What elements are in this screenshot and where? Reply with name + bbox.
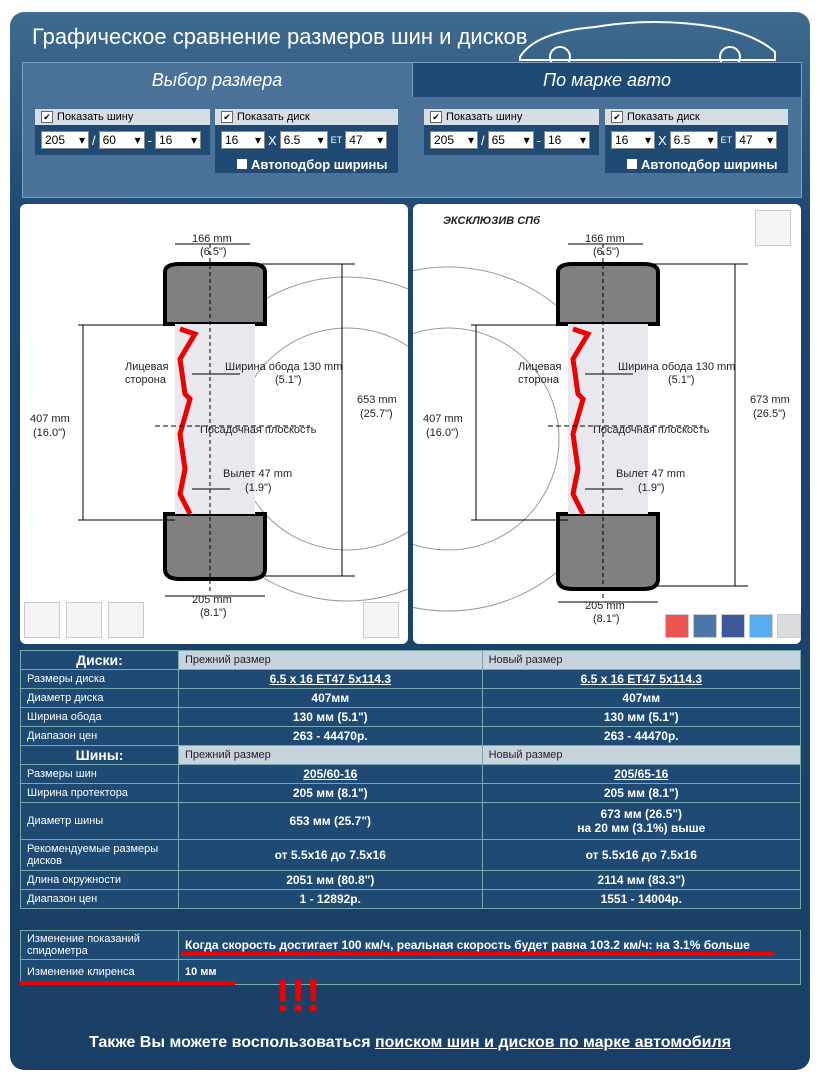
x-label: X: [268, 132, 277, 148]
cell: 653 мм (25.7"): [179, 803, 483, 840]
label-offset: Вылет 47 mm: [616, 468, 686, 480]
row-label: Ширина протектора: [21, 784, 179, 803]
label-rim-width-in: (5.1"): [275, 374, 302, 386]
row-label: Ширина обода: [21, 708, 179, 727]
cell: на 20 мм (3.1%) выше: [577, 821, 706, 835]
disk-size-link[interactable]: 6.5 x 16 ET47 5x114.3: [269, 672, 391, 686]
label-disk-diameter-in: (16.0"): [33, 427, 66, 439]
camera-icon[interactable]: [755, 210, 791, 246]
label-front2: сторона: [518, 374, 559, 386]
cell: 130 мм (5.1"): [179, 708, 483, 727]
label-tire-width: 205 mm: [585, 600, 625, 612]
label-front: Лицевая: [125, 361, 169, 373]
label-front: Лицевая: [518, 361, 562, 373]
left-tire-control: [35, 109, 210, 155]
prev-header: Прежний размер: [179, 746, 483, 765]
show-tire-checkbox[interactable]: ✔: [41, 111, 53, 123]
size-selection-panel: [22, 62, 802, 198]
show-tire-label: Показать шину: [57, 111, 134, 123]
tab-by-car-brand[interactable]: По марке авто: [412, 63, 801, 97]
footer-text: Также Вы можете воспользоваться: [89, 1034, 375, 1051]
label-width-top: 166 mm: [192, 233, 232, 245]
disk-diameter-select-right[interactable]: 16 ▾: [611, 131, 655, 149]
tire-diameter-select[interactable]: 16 ▾: [155, 131, 201, 149]
red-underline-clearance: [20, 981, 235, 985]
label-tire-width: 205 mm: [192, 594, 232, 606]
tire-diameter-select-right[interactable]: 16 ▾: [544, 131, 590, 149]
tire-width-select[interactable]: 205 ▾: [41, 131, 89, 149]
et-label-right: ET: [720, 135, 733, 145]
cell: 263 - 44470р.: [179, 727, 483, 746]
new-header: Новый размер: [482, 746, 800, 765]
cell: 130 мм (5.1"): [482, 708, 800, 727]
cell: 1 - 12892р.: [179, 890, 483, 909]
cell: 2051 мм (80.8"): [179, 871, 483, 890]
livejournal-icon[interactable]: [777, 614, 801, 638]
label-tire-diameter-in: (26.5"): [753, 408, 786, 420]
cell: 407мм: [482, 689, 800, 708]
row-label: Рекомендуемые размеры дисков: [21, 840, 179, 871]
disk-width-select[interactable]: 6.5 ▾: [280, 131, 328, 149]
tire-profile-select-right[interactable]: 65 ▾: [488, 131, 534, 149]
auto-width-checkbox[interactable]: [237, 159, 247, 169]
red-underline-speedo: [182, 952, 774, 956]
footer: [0, 1034, 820, 1052]
label-rim-width: Ширина обода 130 mm: [225, 361, 343, 373]
right-tire-control: [424, 109, 599, 155]
tire-profile-select[interactable]: 60 ▾: [99, 131, 145, 149]
cell: 407мм: [179, 689, 483, 708]
label-disk-diameter: 407 mm: [423, 413, 463, 425]
cell: 2114 мм (83.3"): [482, 871, 800, 890]
cell: 205 мм (8.1"): [482, 784, 800, 803]
3d-view-icon[interactable]: [363, 602, 399, 638]
cell: 263 - 44470р.: [482, 727, 800, 746]
et-label: ET: [330, 135, 343, 145]
right-tire-diagram: [413, 204, 801, 644]
cell: 1551 - 14004р.: [482, 890, 800, 909]
label-offset: Вылет 47 mm: [223, 468, 293, 480]
label-disk-diameter: 407 mm: [30, 413, 70, 425]
page-title: Графическое сравнение размеров шин и дисков: [32, 24, 528, 49]
row-label: Диаметр шины: [21, 803, 179, 840]
cell: 205 мм (8.1"): [179, 784, 483, 803]
show-disk-checkbox-right[interactable]: ✔: [611, 111, 623, 123]
clearance-value: 10 мм: [179, 960, 801, 985]
logo-text: ЭКСКЛЮЗИВ СПб: [443, 215, 540, 227]
comparison-table: [20, 650, 801, 909]
row-label: Размеры диска: [21, 670, 179, 689]
x-label-right: X: [658, 132, 667, 148]
show-tire-label-right: Показать шину: [446, 111, 523, 123]
facebook-icon[interactable]: [721, 614, 745, 638]
label-tire-width-in: (8.1"): [200, 607, 227, 619]
label-tire-diameter-in: (25.7"): [360, 408, 393, 420]
disk-et-select-right[interactable]: 47 ▾: [735, 131, 777, 149]
label-disk-diameter-in: (16.0"): [426, 427, 459, 439]
slash-separator-right: /: [481, 132, 485, 148]
tire-section-icon[interactable]: [24, 602, 60, 638]
disks-section: Диски:: [21, 651, 179, 670]
row-label: Диапазон цен: [21, 727, 179, 746]
cell: 673 мм (26.5"): [600, 807, 683, 821]
twitter-icon[interactable]: [749, 614, 773, 638]
label-offset-in: (1.9"): [245, 482, 272, 494]
auto-width-label: Автоподбор ширины: [251, 156, 388, 172]
label-tire-width-in: (8.1"): [593, 613, 620, 625]
tire-width-select-right[interactable]: 205 ▾: [430, 131, 478, 149]
show-disk-checkbox[interactable]: ✔: [221, 111, 233, 123]
disk-size-link[interactable]: 6.5 x 16 ET47 5x114.3: [580, 672, 702, 686]
label-width-top-in: (6.5"): [200, 246, 227, 258]
label-seat: Посадочная плоскость: [593, 424, 710, 436]
disk-width-select-right[interactable]: 6.5 ▾: [670, 131, 718, 149]
row-label: Диаметр диска: [21, 689, 179, 708]
show-tire-checkbox-right[interactable]: ✔: [430, 111, 442, 123]
slash-separator: /: [92, 132, 96, 148]
label-rim-width: Ширина обода 130 mm: [618, 361, 736, 373]
row-label: Длина окружности: [21, 871, 179, 890]
left-disk-control: [215, 109, 398, 173]
label-rim-width-in: (5.1"): [668, 374, 695, 386]
auto-width-label-right: Автоподбор ширины: [641, 156, 778, 172]
label-tire-diameter: 653 mm: [357, 394, 397, 406]
row-label: Диапазон цен: [21, 890, 179, 909]
label-tire-diameter: 673 mm: [750, 394, 790, 406]
tire-size-link[interactable]: 205/65-16: [614, 767, 669, 781]
exclamation-mark: !!!: [275, 969, 321, 1021]
label-front2: сторона: [125, 374, 166, 386]
tire-profile-icon[interactable]: [108, 602, 144, 638]
disk-diameter-select[interactable]: 16 ▾: [221, 131, 265, 149]
search-link[interactable]: поиском шин и дисков по марке автомобиля: [374, 1034, 731, 1051]
cell: от 5.5x16 до 7.5x16: [179, 840, 483, 871]
new-header: Новый размер: [482, 651, 800, 670]
prev-header: Прежний размер: [179, 651, 483, 670]
tire-side-icon[interactable]: [66, 602, 102, 638]
label-width-top-in: (6.5"): [593, 246, 620, 258]
clearance-label: Изменение клиренса: [21, 960, 179, 985]
speedo-value: Когда скорость достигает 100 км/ч, реальная скорость будет равна 103.2 км/ч: на 3.1% больше: [179, 931, 801, 960]
label-offset-in: (1.9"): [638, 482, 665, 494]
show-disk-label: Показать диск: [237, 111, 310, 123]
tire-size-link[interactable]: 205/60-16: [303, 767, 358, 781]
info-table: [20, 930, 801, 985]
vk-icon[interactable]: [693, 614, 717, 638]
dash-separator-right: -: [536, 132, 541, 148]
row-label: Размеры шин: [21, 765, 179, 784]
left-tire-diagram: [20, 204, 408, 644]
disk-et-select[interactable]: 47 ▾: [345, 131, 387, 149]
label-seat: Посадочная плоскость: [200, 424, 317, 436]
car-logo-icon: [515, 12, 780, 64]
auto-width-checkbox-right[interactable]: [627, 159, 637, 169]
cell: от 5.5x16 до 7.5x16: [482, 840, 800, 871]
right-disk-control: [605, 109, 788, 173]
tab-size-select[interactable]: Выбор размера: [23, 63, 411, 97]
tires-section: Шины:: [21, 746, 179, 765]
plus-share-icon[interactable]: [665, 614, 689, 638]
dash-separator: -: [147, 132, 152, 148]
show-disk-label-right: Показать диск: [627, 111, 700, 123]
speedo-label: Изменение показаний спидометра: [21, 931, 179, 960]
label-width-top: 166 mm: [585, 233, 625, 245]
